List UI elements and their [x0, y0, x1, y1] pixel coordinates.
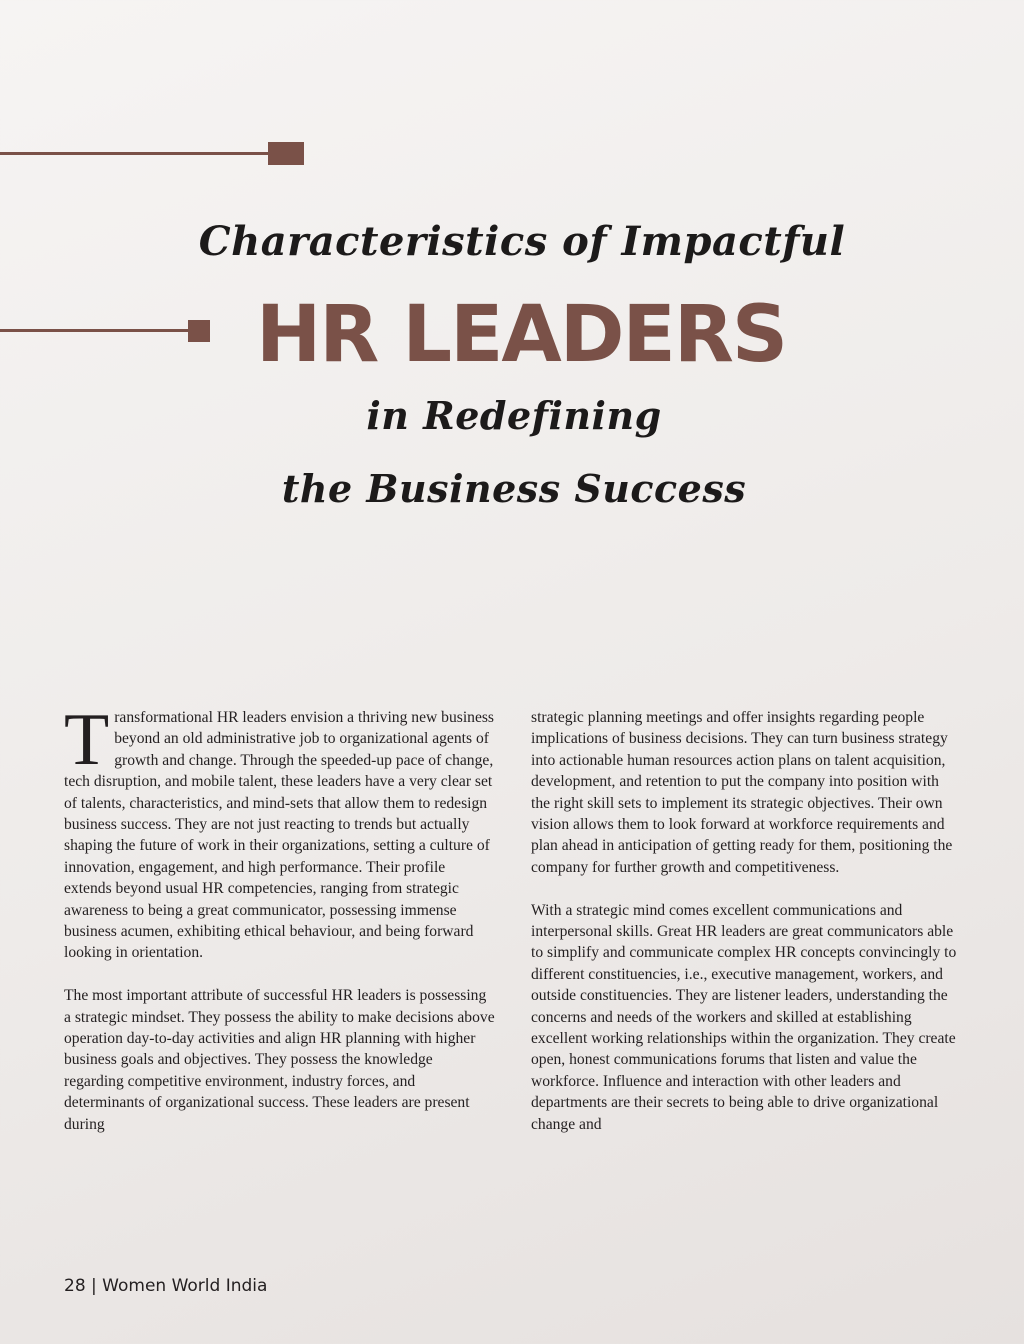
decorative-line-top: [0, 152, 272, 155]
title-line-4: the Business Success: [281, 466, 747, 511]
decorative-square-top: [268, 142, 304, 165]
paragraph: [64, 699, 496, 964]
page-footer: 28 | Women World India: [64, 1276, 268, 1296]
paragraph: strategic planning meetings and offer insights regarding people implications of business decisions. They can turn business strategy into actionable human resources action plans on talent acquisition, development, and retention to put the company into position with the right skill sets to implement its strategic objectives. Their own vision allows them to look forward at workforce requirements and plan ahead in anticipation of getting ready for them, positioning the company for further growth and competitiveness.: [531, 709, 953, 876]
article-column-left: [64, 699, 496, 1157]
paragraph: The most important attribute of successful HR leaders is possessing a strategic mindset. They possess the ability to make decisions above operation day-to-day activities and align HR planning with higher business goals and objectives. They possess the knowledge regarding competitive environment, industry forces, and determinants of organizational success. These leaders are present during: [64, 987, 495, 1133]
paragraph: With a strategic mind comes excellent communications and interpersonal skills. Great HR leaders are great communicators able to simplify and communicate complex HR concepts convincingly to different constituencies, i.e., executive management, workers, and outside constituencies. They are listener leaders, understanding the concerns and needs of the workers and skilled at establishing excellent working relationships within the organization. They create open, honest communications forums that listen and value the workforce. Influence and interaction with other leaders and departments are their secrets to being able to drive organizational change and: [531, 901, 957, 1133]
title-main: HR LEADERS: [255, 290, 787, 380]
title-line-1: Characteristics of Impactful: [198, 218, 846, 265]
title-line-3: in Redefining: [366, 393, 662, 438]
drop-cap: T: [64, 699, 110, 781]
article-column-right: [531, 707, 961, 1157]
paragraph-text: ransformational HR leaders envision a thriving new business beyond an old administrative job to organizational agents of growth and change. Through the speeded-up pace of change, tech disruption, and mobile talent, these leaders have a very clear set of talents, characteristics, and mind-sets that allow them to redesign business success. They are not just reacting to trends but actually shaping the future of work in their organizations, setting a culture of innovation, engagement, and high performance. Their profile extends beyond usual HR competencies, ranging from strategic awareness to being a great communicator, possessing immense business acumen, exhibiting ethical behaviour, and being forward looking in orientation.: [64, 709, 495, 962]
